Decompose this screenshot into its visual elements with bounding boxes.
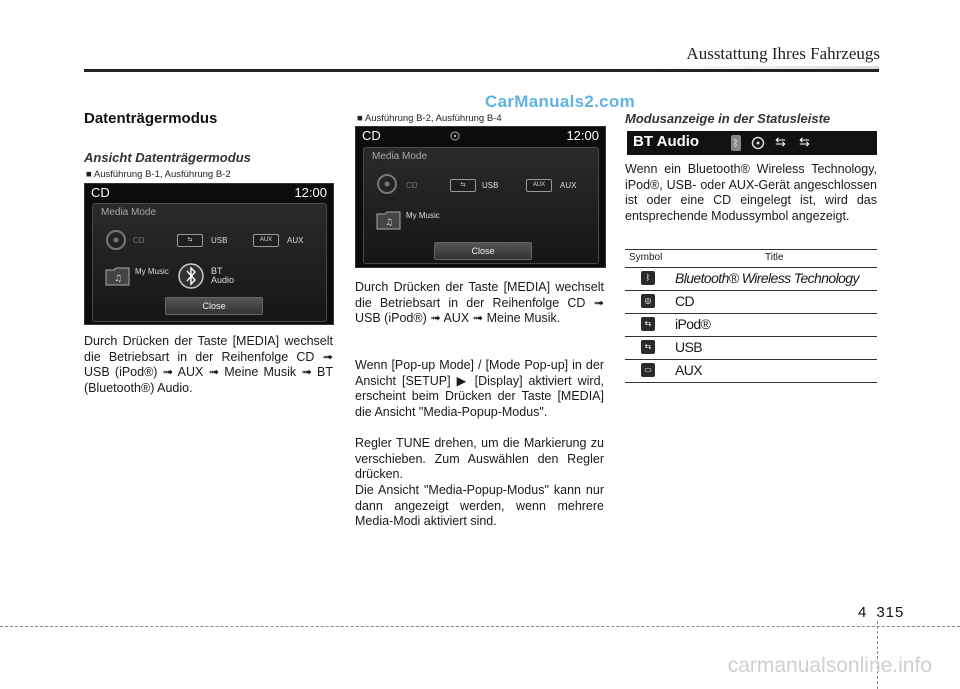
table-row [625,314,877,337]
table-cell-title: Bluetooth® Wireless Technology [675,270,859,286]
page-header-title: Ausstattung Ihres Fahrzeugs [686,44,880,63]
table-cell-title: USB [675,339,702,355]
bluetooth-icon: ᛒ [731,135,741,151]
table-row [625,291,877,314]
middle-paragraph-3: Regler TUNE drehen, um die Markierung zu verschieben. Zum Auswählen den Regler drücken. [355,436,604,482]
screen-time: 12:00 [566,128,599,143]
mode-symbol-table [625,249,877,383]
usb-icon: ⇆ [177,234,203,247]
table-header-symbol: Symbol [629,252,663,263]
table-header-row [625,249,877,268]
screen-status-bar [356,127,605,145]
cd-icon: ◎ [641,294,655,308]
svg-text:♫: ♫ [385,218,394,228]
close-button[interactable]: Close [165,297,263,315]
media-mode-panel [92,203,327,322]
svg-text:♫: ♫ [114,274,123,284]
mode-my-music-label[interactable]: My Music [406,211,440,220]
page-number-value: 315 [876,604,905,621]
screen-status-bar [85,184,333,202]
table-row [625,360,877,383]
cd-icon [751,136,765,150]
table-row [625,268,877,291]
right-paragraph: Wenn ein Bluetooth® Wireless Technology, iPod®, USB- oder AUX-Gerät angeschlossen ist oder eine CD eingelegt ist, wird das entsprechende Modussymbol angezeigt. [625,162,877,223]
table-header-title: Title [765,252,784,263]
middle-caption: ■ Ausführung B-2, Ausführung B-4 [357,113,502,124]
mode-usb-label[interactable]: USB [482,181,499,190]
bluetooth-icon: ᛒ [641,271,655,285]
panel-title: Media Mode [101,207,157,218]
left-subhead: Ansicht Datenträgermodus [84,150,251,165]
watermark-top[interactable]: CarManuals2.com [485,92,635,111]
watermark-bottom[interactable]: carmanualsonline.info [727,654,932,677]
panel-title: Media Mode [372,151,428,162]
usb-icon: ⇆ [450,179,476,192]
status-bar-label: BT Audio [633,133,700,150]
right-subhead: Modusanzeige in der Statusleiste [625,111,831,126]
usb-icon-secondary: ⇆ [799,134,810,149]
aux-icon: AUX [253,234,279,247]
media-mode-screen-left [84,183,334,325]
screen-time: 12:00 [294,185,327,200]
cd-icon [105,229,127,251]
aux-icon: AUX [526,179,552,192]
middle-paragraph-1: Durch Drücken der Taste [MEDIA] wechselt die Betriebsart in der Reihenfolge CD ➟ USB (iPod®) ➟ AUX ➟ Meine Musik. [355,280,604,326]
cd-icon [376,173,398,195]
chapter-number: 4 [858,604,868,621]
mode-my-music-label[interactable]: My Music [135,267,169,276]
table-cell-title: iPod® [675,316,711,332]
mode-usb-label[interactable]: USB [211,236,228,245]
usb-icon: ⇆ [775,134,786,149]
cd-status-icon [450,131,460,141]
table-cell-title: AUX [675,362,702,378]
left-paragraph: Durch Drücken der Taste [MEDIA] wechselt die Betriebsart in der Reihenfolge CD ➟ USB (iPod®) ➟ AUX ➟ Meine Musik ➟ BT (Bluetooth®) Audio. [84,334,333,395]
left-caption: ■ Ausführung B-1, Ausführung B-2 [86,169,231,180]
mode-cd-label[interactable]: CD [133,236,145,245]
folder-music-icon [376,210,402,230]
mode-aux-label[interactable]: AUX [560,181,577,190]
section-title: Datenträgermodus [84,110,218,127]
header-rule [84,69,879,72]
folder-music-icon [105,266,131,286]
middle-paragraph-2: Wenn [Pop-up Mode] / [Mode Pop-up] in der Ansicht [SETUP] ▶ [Display] aktiviert wird, erscheint beim Drücken der Taste [MEDIA] die Ansicht "Media-Popup-Modus". [355,358,604,419]
middle-paragraph-4: Die Ansicht "Media-Popup-Modus" kann nur dann angezeigt werden, wenn mehrere Media-Modi aktiviert sind. [355,483,604,529]
usb-icon: ⇆ [641,317,655,331]
table-row [625,337,877,360]
mode-aux-label[interactable]: AUX [287,236,304,245]
usb-icon: ⇆ [641,340,655,354]
footer-rule [0,626,960,627]
media-mode-screen-middle [355,126,606,268]
mode-cd-label[interactable]: CD [406,181,418,190]
page-number [858,604,904,621]
table-cell-title: CD [675,293,695,309]
close-button[interactable]: Close [434,242,532,260]
aux-icon: ▭ [641,363,655,377]
bluetooth-icon [177,262,205,290]
screen-source: CD [91,185,110,200]
media-mode-panel [363,147,599,264]
status-bar-example [627,131,877,155]
screen-source: CD [362,128,381,143]
mode-bt-audio-label[interactable]: BT Audio [211,266,235,285]
